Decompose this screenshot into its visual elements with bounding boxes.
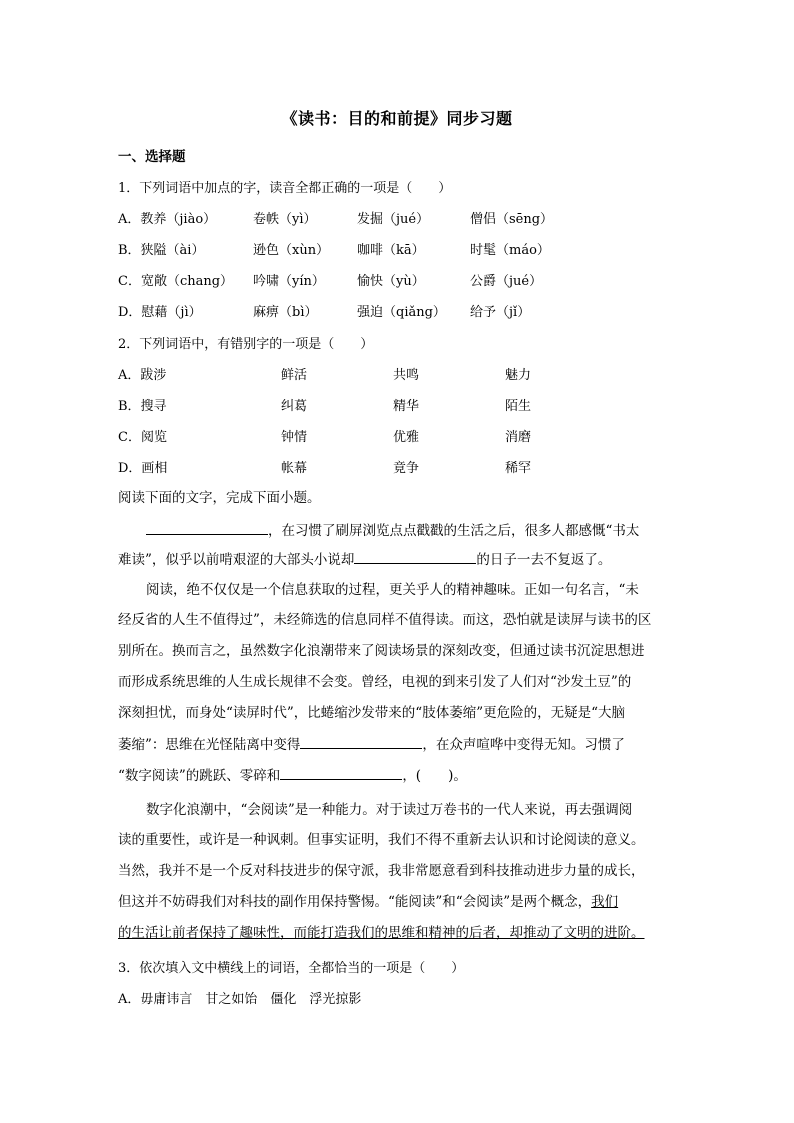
q1-option-b-3: 咖啡（kā） bbox=[357, 243, 425, 258]
passage-p3-line-4 bbox=[118, 892, 674, 912]
passage-text: ，( )。 bbox=[402, 768, 467, 784]
q2-option-c-1: C．阅览 bbox=[118, 430, 167, 445]
q2-option-a-2: 鲜活 bbox=[281, 368, 308, 383]
passage-p2-line-6 bbox=[118, 734, 674, 755]
q1-option-b-2: 逊色（xùn） bbox=[253, 243, 330, 258]
q2-option-a-4: 魅力 bbox=[505, 368, 532, 383]
fill-blank-4 bbox=[280, 765, 402, 780]
q1-option-d-1: D．慰藉（jì） bbox=[118, 305, 202, 320]
page-title: 《读书：目的和前提》同步习题 bbox=[281, 109, 513, 128]
q2-option-b-1: B．搜寻 bbox=[118, 399, 167, 414]
passage-p2-line-4: 而形成系统思维的人生成长规律不会变。曾经，电视的到来引发了人们对“沙发土豆”的 bbox=[118, 674, 632, 690]
q1-option-c-1: C．宽敞（chang） bbox=[118, 274, 234, 289]
reading-instruction: 阅读下面的文字，完成下面小题。 bbox=[118, 490, 321, 506]
passage-p2-line-3: 别所在。换而言之，虽然数字化浪潮带来了阅读场景的深刻改变，但通过读书沉淀思想进 bbox=[118, 643, 645, 659]
question-1-stem: 1．下列词语中加点的字，读音全都正确的一项是（ ） bbox=[118, 181, 452, 196]
passage-p3-line-2: 读的重要性，或许是一种讽刺。但事实证明，我们不得不重新去认识和讨论阅读的意义。 bbox=[118, 832, 645, 848]
underlined-sentence-start: 我们 bbox=[591, 894, 619, 910]
passage-text: “数字阅读”的跳跃、零碎和 bbox=[118, 768, 281, 784]
section-heading: 一、选择题 bbox=[118, 149, 186, 165]
passage-text: 但这并不妨碍我们对科技的副作用保持警惕。“能阅读”和“会阅读”是两个概念， bbox=[118, 894, 592, 910]
q1-option-d-3: 强迫（qiǎng） bbox=[357, 305, 446, 320]
q1-option-d-4: 给予（jǐ） bbox=[470, 305, 531, 320]
passage-text: 萎缩”：思维在光怪陆离中变得 bbox=[118, 737, 301, 753]
passage-p2-line-2: 经反省的人生不值得过”，未经筛选的信息同样不值得读。而这，恐怕就是读屏与读书的区 bbox=[118, 612, 652, 628]
fill-blank-3 bbox=[300, 734, 422, 749]
q1-option-a-2: 卷帙（yì） bbox=[253, 212, 317, 227]
q2-option-c-2: 钟情 bbox=[281, 430, 308, 445]
q2-option-a-1: A．跋涉 bbox=[118, 368, 167, 383]
q1-option-b-1: B．狭隘（ài） bbox=[118, 243, 205, 258]
q2-option-b-3: 精华 bbox=[393, 399, 420, 414]
q1-option-c-3: 愉快（yù） bbox=[357, 274, 425, 289]
passage-text: 的日子一去不复返了。 bbox=[476, 552, 612, 568]
passage-p3-line-3: 当然，我并不是一个反对科技进步的保守派，我非常愿意看到科技推动进步力量的成长， bbox=[118, 863, 645, 879]
passage-p2-line-7 bbox=[118, 765, 674, 786]
passage-p1-line-1 bbox=[118, 520, 702, 541]
q1-option-a-3: 发掘（jué） bbox=[357, 212, 430, 227]
q2-option-b-2: 纠葛 bbox=[281, 399, 308, 414]
passage-text: ，在习惯了刷屏浏览点点戳戳的生活之后，很多人都感慨“书太 bbox=[268, 523, 640, 539]
q2-option-c-3: 优雅 bbox=[393, 430, 420, 445]
q2-option-b-4: 陌生 bbox=[505, 399, 532, 414]
q2-option-c-4: 消磨 bbox=[505, 430, 532, 445]
q1-option-a-1: A．教养（jiào） bbox=[118, 212, 217, 227]
question-2-stem: 2．下列词语中，有错别字的一项是（ ） bbox=[118, 337, 374, 352]
q1-option-d-2: 麻痹（bì） bbox=[253, 305, 318, 320]
passage-text: ，在众声喧哗中变得无知。习惯了 bbox=[422, 737, 625, 753]
question-3-stem: 3．依次填入文中横线上的词语，全都恰当的一项是（ ） bbox=[118, 961, 465, 976]
q1-option-c-4: 公爵（jué） bbox=[470, 274, 543, 289]
q1-option-a-4: 僧侣（sēng） bbox=[470, 212, 554, 227]
q3-option-a: A．毋庸讳言 甘之如饴 僵化 浮光掠影 bbox=[118, 992, 362, 1007]
q2-option-a-3: 共鸣 bbox=[393, 368, 420, 383]
passage-text: 难读”，似乎以前啃艰涩的大部头小说却 bbox=[118, 552, 355, 568]
passage-p3-line-1: 数字化浪潮中，“会阅读”是一种能力。对于读过万卷书的一代人来说，再去强调阅 bbox=[146, 802, 633, 818]
q2-option-d-4: 稀罕 bbox=[505, 461, 532, 476]
passage-p1-line-2 bbox=[118, 549, 674, 570]
q2-option-d-2: 帐幕 bbox=[281, 461, 308, 476]
passage-p2-line-1: 阅读，绝不仅仅是一个信息获取的过程，更关乎人的精神趣味。正如一句名言，“未 bbox=[146, 582, 639, 598]
q2-option-d-1: D．画相 bbox=[118, 461, 168, 476]
fill-blank-1 bbox=[146, 520, 268, 535]
q2-option-d-3: 竟争 bbox=[393, 461, 420, 476]
q1-option-c-2: 吟啸（yín） bbox=[253, 274, 325, 289]
fill-blank-2 bbox=[354, 549, 476, 564]
underlined-sentence: 的生活让前者保持了趣味性，而能打造我们的思维和精神的后者，却推动了文明的进阶。 bbox=[118, 925, 645, 941]
passage-p2-line-5: 深刻担忧，而身处“读屏时代”，比蜷缩沙发带来的“肢体萎缩”更危险的，无疑是“大脑 bbox=[118, 705, 626, 721]
q1-option-b-4: 时髦（máo） bbox=[470, 243, 550, 258]
